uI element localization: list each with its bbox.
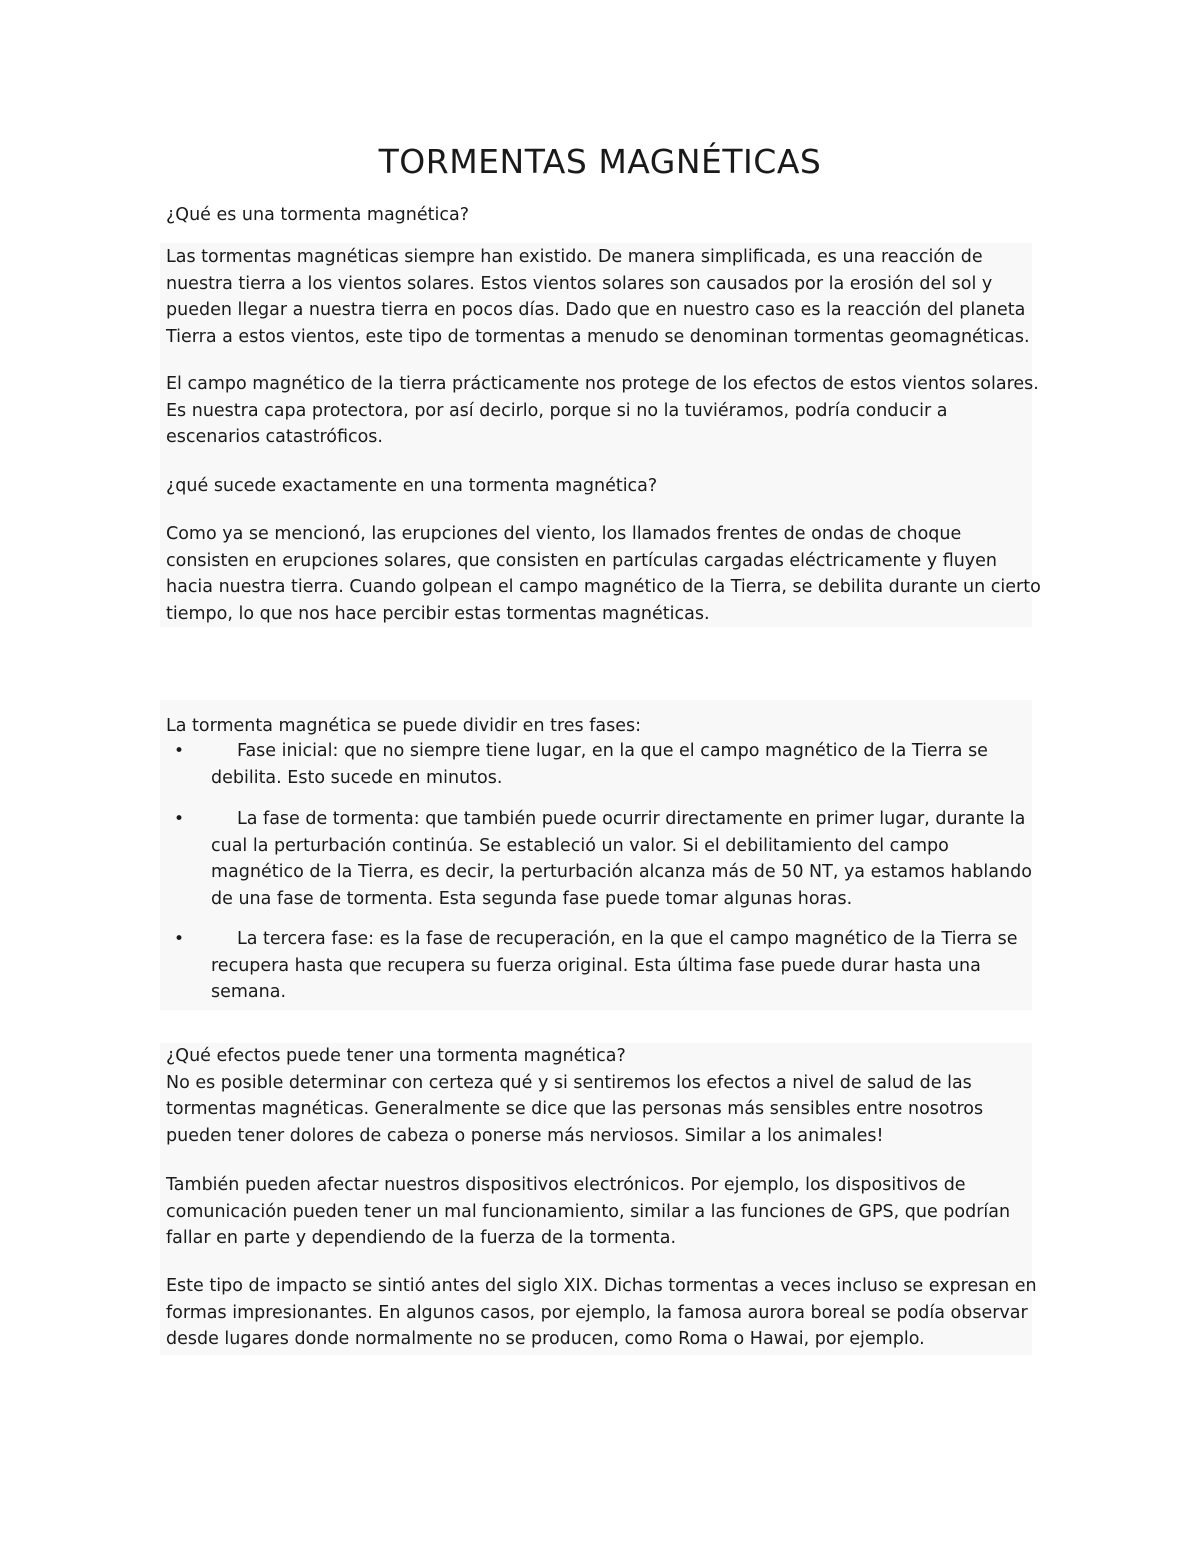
phase-line: de una fase de tormenta. Esta segunda fase puede tomar algunas horas.: [211, 888, 853, 909]
paragraph-magnetic-field: [166, 371, 1039, 451]
question-line: ¿Qué efectos puede tener una tormenta magnética?: [166, 1046, 626, 1066]
phase-line: recupera hasta que recupera su fuerza original. Esta última fase puede durar hasta una: [211, 955, 981, 976]
paragraph-line: La tormenta magnética se puede dividir en tres fases:: [166, 716, 642, 736]
paragraph-line: tiempo, lo que nos hace percibir estas tormentas magnéticas.: [166, 603, 710, 624]
paragraph-line: pueden llegar a nuestra tierra en pocos días. Dado que en nuestro caso es la reacción del planeta: [166, 300, 1026, 320]
paragraph-line: Como ya se mencionó, las erupciones del viento, los llamados frentes de ondas de choque: [166, 524, 962, 544]
phase-text: La tercera fase: es la fase de recuperación, en la que el campo magnético de la Tierra se: [237, 929, 1018, 949]
effects-section: [166, 1043, 983, 1149]
paragraph-eruptions: [166, 521, 1041, 627]
paragraph-intro: [166, 244, 1030, 350]
phase-line: [211, 806, 1032, 833]
phases-intro: [166, 713, 641, 740]
phase-line: magnético de la Tierra, es decir, la perturbación alcanza más de 50 NT, ya estamos hablando: [211, 862, 1032, 882]
phase-line: [211, 738, 988, 765]
paragraph-line: escenarios catastróficos.: [166, 427, 383, 447]
paragraph-history: [166, 1273, 1037, 1353]
paragraph-line: Las tormentas magnéticas siempre han existido. De manera simplificada, es una reacción de: [166, 247, 983, 267]
paragraph-line: consisten en erupciones solares, que consisten en partículas cargadas eléctricamente y fluyen: [166, 550, 998, 571]
bullet-icon: •: [174, 929, 185, 949]
paragraph-line: pueden tener dolores de cabeza o ponerse más nerviosos. Similar a los animales!: [166, 1125, 884, 1146]
phase-3: [211, 926, 1017, 1006]
phase-line: debilita. Esto sucede en minutos.: [211, 767, 503, 788]
bullet-icon: •: [174, 809, 185, 829]
question-line: ¿Qué es una tormenta magnética?: [166, 205, 470, 225]
page-title: TORMENTAS MAGNÉTICAS: [378, 142, 822, 181]
paragraph-line: formas impresionantes. En algunos casos, por ejemplo, la famosa aurora boreal se podía observar: [166, 1302, 1028, 1323]
paragraph-line: tormentas magnéticas. Generalmente se dice que las personas más sensibles entre nosotros: [166, 1099, 984, 1119]
paragraph-line: Tierra a estos vientos, este tipo de tormentas a menudo se denominan tormentas geomagnéticas.: [166, 326, 1030, 347]
question-what-happens: [166, 473, 657, 500]
question-what-is: [166, 202, 469, 229]
bullet-icon: •: [174, 741, 185, 761]
paragraph-devices: [166, 1172, 1010, 1252]
paragraph-line: Este tipo de impacto se sintió antes del siglo XIX. Dichas tormentas a veces incluso se expresan en: [166, 1276, 1037, 1296]
phase-text: La fase de tormenta: que también puede ocurrir directamente en primer lugar, durante la: [237, 809, 1026, 829]
paragraph-line: hacia nuestra tierra. Cuando golpean el campo magnético de la Tierra, se debilita durante un cierto: [166, 577, 1041, 597]
paragraph-line: También pueden afectar nuestros dispositivos electrónicos. Por ejemplo, los dispositivos de: [166, 1175, 966, 1195]
phase-1: [211, 738, 988, 791]
paragraph-line: desde lugares donde normalmente no se producen, como Roma o Hawai, por ejemplo.: [166, 1329, 925, 1349]
phase-text: Fase inicial: que no siempre tiene lugar, en la que el campo magnético de la Tierra se: [237, 741, 988, 761]
paragraph-line: Es nuestra capa protectora, por así decirlo, porque si no la tuviéramos, podría conducir a: [166, 400, 948, 421]
phase-line: semana.: [211, 982, 287, 1002]
paragraph-line: El campo magnético de la tierra prácticamente nos protege de los efectos de estos vientos solares.: [166, 374, 1039, 394]
phase-line: [211, 926, 1017, 953]
phase-line: cual la perturbación continúa. Se estableció un valor. Si el debilitamiento del campo: [211, 835, 949, 856]
phase-2: [211, 806, 1032, 912]
paragraph-line: No es posible determinar con certeza qué y si sentiremos los efectos a nivel de salud de las: [166, 1072, 972, 1093]
paragraph-line: comunicación pueden tener un mal funcionamiento, similar a las funciones de GPS, que podrían: [166, 1201, 1011, 1222]
paragraph-line: fallar en parte y dependiendo de la fuerza de la tormenta.: [166, 1228, 677, 1248]
paragraph-line: nuestra tierra a los vientos solares. Estos vientos solares son causados por la erosión del sol y: [166, 273, 993, 294]
question-line: ¿qué sucede exactamente en una tormenta magnética?: [166, 476, 658, 496]
